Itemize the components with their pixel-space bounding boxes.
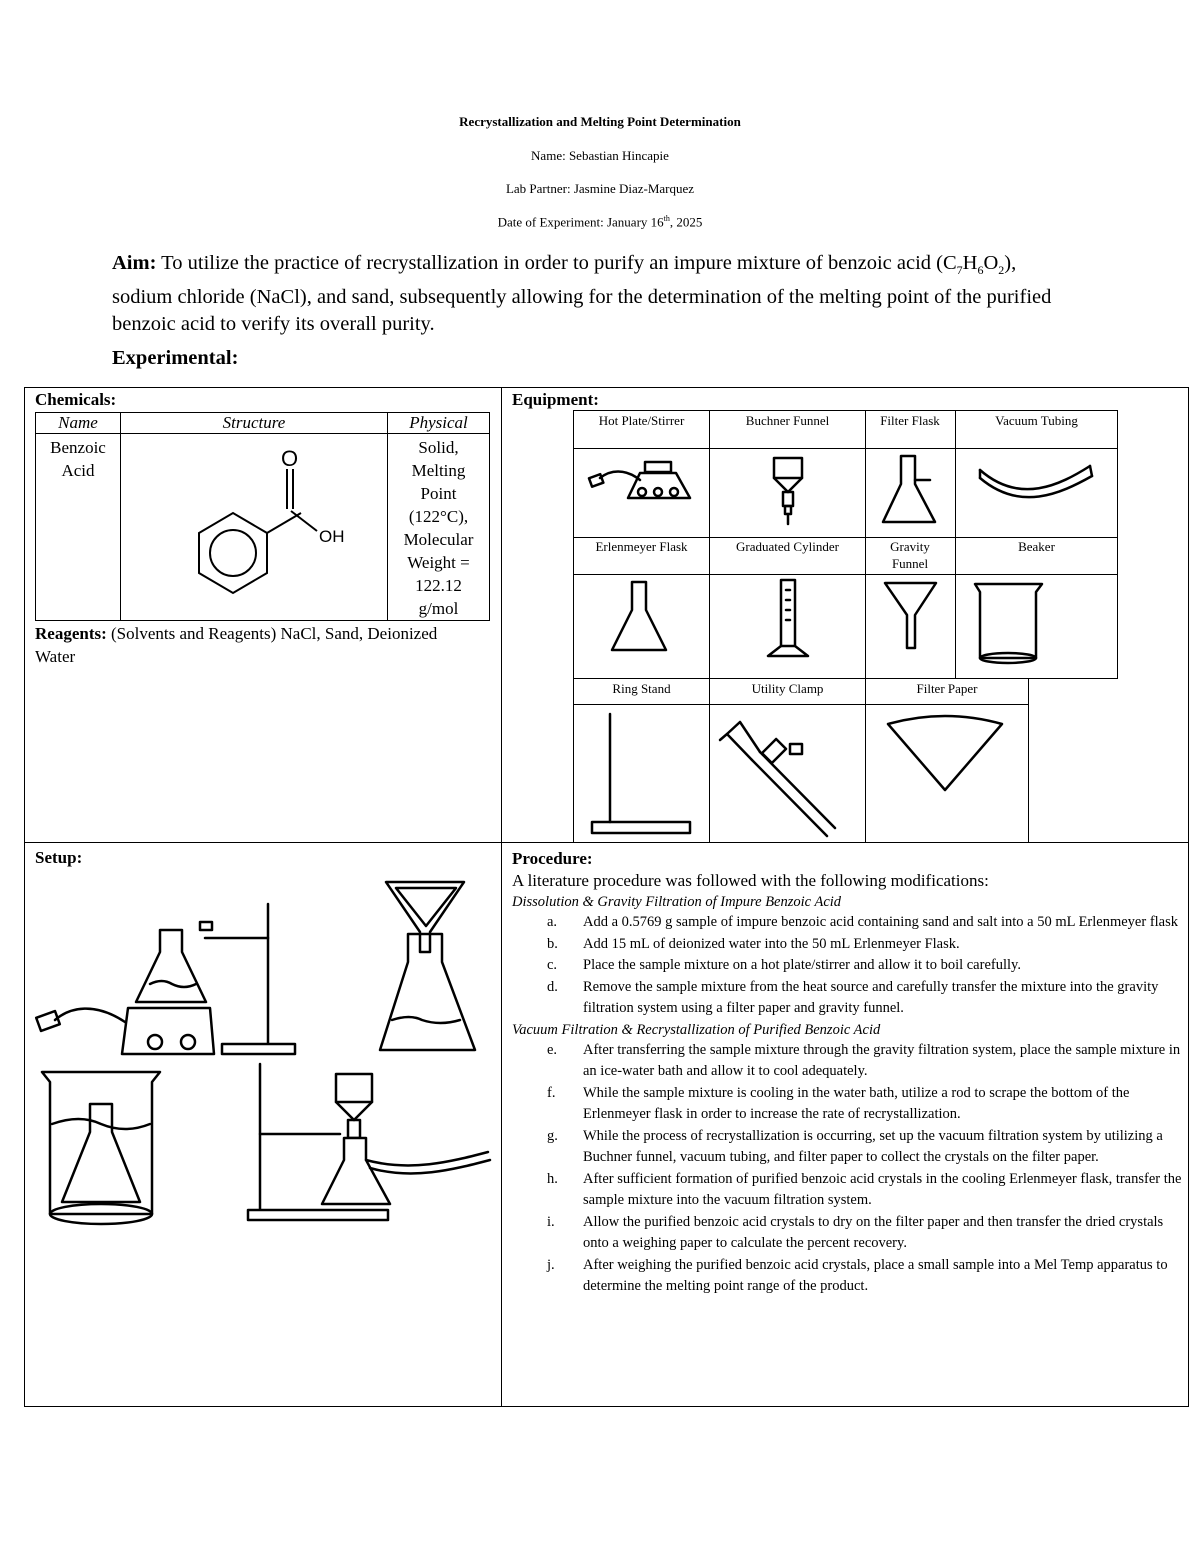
column-header-physical: Physical bbox=[388, 413, 490, 434]
step-marker: d. bbox=[547, 978, 558, 995]
step-marker: g. bbox=[547, 1127, 558, 1144]
aim-text: H bbox=[962, 252, 978, 274]
buchner-funnel-icon bbox=[774, 458, 802, 524]
procedure-step bbox=[512, 1083, 1182, 1126]
physical-line: Molecular bbox=[403, 530, 474, 549]
procedure-step bbox=[512, 1040, 1182, 1083]
step-text: Place the sample mixture on a hot plate/stirrer and allow it to boil carefully. bbox=[583, 957, 1021, 973]
equipment-label-utility-clamp: Utility Clamp bbox=[751, 681, 824, 696]
ring-stand-icon bbox=[592, 714, 690, 833]
equipment-heading: Equipment: bbox=[512, 390, 599, 409]
equipment-label-ring-stand: Ring Stand bbox=[612, 681, 671, 696]
chemical-name: Benzoic bbox=[50, 438, 106, 457]
procedure-step bbox=[512, 1212, 1182, 1255]
step-text: While the sample mixture is cooling in the water bath, utilize a rod to scrape the bottom of the Erlenmeyer flask in order to increase the rate of recrystallization. bbox=[583, 1084, 1130, 1122]
step-text: After weighing the purified benzoic acid crystals, place a small sample into a Mel Temp apparatus to determine the melting point range of the product. bbox=[583, 1256, 1168, 1294]
step-marker: j. bbox=[547, 1256, 555, 1273]
student-name: Name: Sebastian Hincapie bbox=[531, 148, 669, 163]
date-superscript: th bbox=[663, 214, 670, 223]
step-marker: f. bbox=[547, 1084, 556, 1101]
step-marker: e. bbox=[547, 1041, 558, 1058]
physical-line: Weight = bbox=[407, 553, 470, 572]
procedure-step bbox=[512, 912, 1182, 934]
step-marker: b. bbox=[547, 935, 558, 952]
vacuum-tubing-icon bbox=[980, 466, 1092, 497]
equipment-label-erlenmeyer-flask: Erlenmeyer Flask bbox=[595, 539, 688, 554]
procedure-subheading-1: Dissolution & Gravity Filtration of Impure Benzoic Acid bbox=[512, 894, 842, 910]
chemical-name: Acid bbox=[61, 461, 95, 480]
step-text: Add 15 mL of deionized water into the 50 mL Erlenmeyer Flask. bbox=[583, 935, 960, 952]
grid-line bbox=[24, 1406, 1189, 1407]
step-marker: i. bbox=[547, 1213, 555, 1230]
physical-line: Point bbox=[420, 484, 457, 503]
structure-label-o: O bbox=[281, 446, 299, 471]
date-prefix: Date of Experiment: January 16 bbox=[497, 214, 664, 230]
beaker-icon bbox=[975, 584, 1042, 663]
step-text: Remove the sample mixture from the heat source and carefully transfer the mixture into the gravity filtration system using a filter paper and gravity funnel. bbox=[583, 978, 1159, 1016]
graduated-cylinder-icon bbox=[768, 580, 808, 656]
equipment-label-buchner-funnel: Buchner Funnel bbox=[745, 413, 830, 428]
step-text: After sufficient formation of purified benzoic acid crystals in the cooling Erlenmeyer flask, transfer the sample mixture into the vacuum filtration system. bbox=[583, 1170, 1182, 1208]
equipment-label-hot-plate: Hot Plate/Stirrer bbox=[598, 413, 685, 428]
aim-sub: 7 bbox=[956, 263, 963, 278]
procedure-step bbox=[512, 934, 1182, 956]
step-marker: h. bbox=[547, 1170, 558, 1187]
physical-line: Melting bbox=[411, 461, 466, 480]
procedure-section bbox=[512, 848, 1182, 1298]
step-text: While the process of recrystallization is occurring, set up the vacuum filtration system by utilizing a Buchner funnel, vacuum tubing, and filter paper to collect the crystals on the filter paper. bbox=[583, 1127, 1163, 1165]
procedure-step bbox=[512, 1255, 1182, 1298]
procedure-step bbox=[512, 955, 1182, 977]
procedure-heading: Procedure: bbox=[512, 849, 593, 868]
physical-line: 122.12 bbox=[415, 576, 462, 595]
lab-partner: Lab Partner: Jasmine Diaz-Marquez bbox=[505, 181, 695, 196]
procedure-intro: A literature procedure was followed with the following modifications: bbox=[512, 871, 989, 890]
gravity-filtration-setup-icon bbox=[380, 882, 475, 1050]
document-title: Recrystallization and Melting Point Determination bbox=[459, 114, 741, 129]
step-marker: c. bbox=[547, 957, 558, 973]
equipment-label-graduated-cylinder: Graduated Cylinder bbox=[736, 539, 839, 554]
reagents-label: Reagents: bbox=[35, 624, 107, 643]
procedure-steps-2 bbox=[512, 1040, 1182, 1298]
equipment-label-filter-paper: Filter Paper bbox=[916, 681, 978, 696]
date-suffix: , 2025 bbox=[669, 214, 703, 230]
experimental-heading: Experimental: bbox=[112, 347, 239, 369]
vacuum-filtration-setup-icon bbox=[248, 1064, 490, 1220]
aim-label: Aim: bbox=[112, 252, 157, 274]
heating-setup-icon bbox=[36, 904, 295, 1054]
setup-heading: Setup: bbox=[35, 848, 83, 867]
physical-line: Solid, bbox=[418, 438, 459, 457]
filter-flask-icon bbox=[883, 456, 935, 522]
equipment-label-filter-flask: Filter Flask bbox=[880, 413, 940, 428]
erlenmeyer-flask-icon bbox=[612, 582, 666, 650]
step-text: Add a 0.5769 g sample of impure benzoic acid containing sand and salt into a 50 mL Erlenmeyer flask bbox=[583, 914, 1179, 930]
physical-line: g/mol bbox=[418, 599, 459, 618]
procedure-steps-1 bbox=[512, 912, 1182, 1020]
step-text: After transferring the sample mixture through the gravity filtration system, place the sample mixture in an ice-water bath and allow it to cool adequately. bbox=[583, 1041, 1181, 1079]
chemicals-heading: Chemicals: bbox=[35, 390, 117, 409]
equipment-label-vacuum-tubing: Vacuum Tubing bbox=[995, 413, 1078, 428]
reagents-text: (Solvents and Reagents) NaCl, Sand, Deionized Water bbox=[35, 624, 438, 666]
physical-line: (122°C), bbox=[408, 507, 469, 526]
procedure-step bbox=[512, 1126, 1182, 1169]
step-text: Allow the purified benzoic acid crystals to dry on the filter paper and then transfer the dried crystals onto a weighing paper to calculate the percent recovery. bbox=[583, 1213, 1164, 1251]
aim-text: O bbox=[983, 252, 999, 274]
structure-label-oh: OH bbox=[319, 527, 345, 546]
aim-text: To utilize the practice of recrystallization in order to purify an impure mixture of benzoic acid (C bbox=[156, 252, 957, 274]
utility-clamp-icon bbox=[720, 722, 835, 836]
hot-plate-icon bbox=[589, 462, 690, 498]
gravity-funnel-icon bbox=[885, 583, 936, 648]
aim-sub: 2 bbox=[998, 263, 1005, 278]
filter-paper-icon bbox=[888, 716, 1002, 790]
aim-text: ), sodium chloride (NaCl), and sand, subsequently allowing for the determination of the melting point of the purified benzoic acid to verify its overall purity. bbox=[112, 252, 1052, 336]
procedure-subheading-2: Vacuum Filtration & Recrystallization of Purified Benzoic Acid bbox=[512, 1021, 881, 1038]
aim-sub: 6 bbox=[977, 263, 984, 278]
equipment-label-beaker: Beaker bbox=[1018, 539, 1055, 554]
procedure-step bbox=[512, 977, 1182, 1020]
ice-bath-setup-icon bbox=[42, 1072, 160, 1224]
step-marker: a. bbox=[547, 914, 558, 930]
setup-diagram bbox=[0, 842, 500, 1402]
column-header-name: Name bbox=[36, 413, 121, 434]
equipment-label-gravity-funnel: Gravity Funnel bbox=[890, 539, 930, 571]
column-header-structure: Structure bbox=[121, 413, 388, 434]
procedure-step bbox=[512, 1169, 1182, 1212]
